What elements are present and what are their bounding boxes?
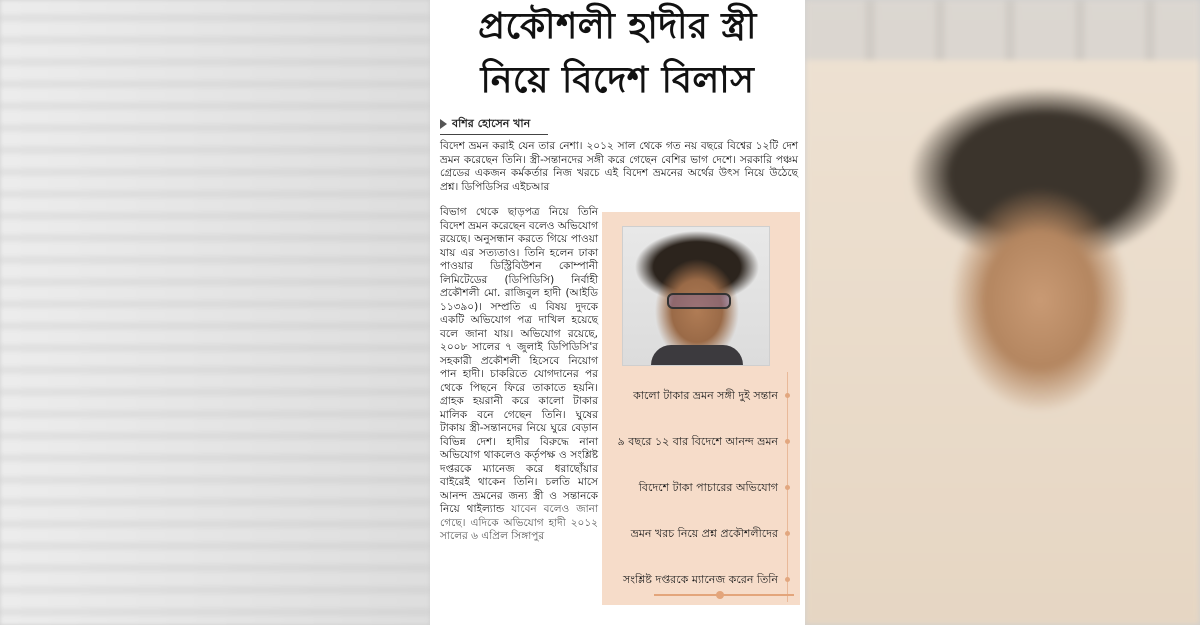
- highlight-point-text: সংশ্লিষ্ট দপ্তরকে ম্যানেজ করেন তিনি: [622, 572, 778, 586]
- highlight-point-text: ভ্রমন খরচ নিয়ে প্রশ্ন প্রকৌশলীদের: [630, 526, 778, 540]
- timeline-dot-icon: [785, 485, 790, 490]
- highlight-point-text: কালো টাকার ভ্রমন সঙ্গী দুই সন্তান: [633, 388, 778, 402]
- highlight-point: [602, 418, 800, 464]
- article-column: [440, 206, 598, 544]
- author-photo: [622, 226, 770, 366]
- byline-arrow-icon: [440, 119, 447, 129]
- article-body: বিভাগ থেকে ছাড়পত্র নিয়ে তিনি বিদেশ ভ্রমন করেছেন বলেও অভিযোগ রয়েছে। অনুসন্ধান করতে গিয়ে পাওয়া যায় এর সত্যতাও। তিনি হলেন ঢাকা পাওয়ার ডিস্ট্রিবিউশন কোম্পানী লিমিটেডের (ডিপিডিসি) নির্বাহী প্রকৌশলী মো. রাজিবুল হাদী (আইডি ১১৩৯০)। সম্প্রতি এ বিষয় দুদকে একটি অভিযোগ পত্র দাখিল হয়েছে বলে জানা যায়। অভিযোগ রয়েছে, ২০০৮ সালের ৭ জুলাই ডিপিডিসি'র সহকারী প্রকৌশলী হিসেবে নিয়োগ পান হাদী। চাকরিতে যোগদানের পর থেকে পিছনে ফিরে তাকাতে হয়নি। গ্রাহক হয়রানী করে কালো টাকার মালিক বনে গেছেন তিনি। ঘুষের টাকায় স্ত্রী-সন্তানদের নিয়ে ঘুরে বেড়ান বিভিন্ন দেশ। হাদীর বিরুদ্ধে নানা অভিযোগ থাকলেও কর্তৃপক্ষ ও সংশ্লিষ্ট দপ্তরকে ম্যানেজ করে ধরাছোঁয়ার বাইরেই থাকেন তিনি। চলতি মাসে আনন্দ ভ্রমনের জন্য স্ত্রী ও সন্তানকে নিয়ে থাইল্যান্ড: [440, 206, 598, 515]
- headline: [430, 0, 805, 112]
- glasses-shape: [667, 293, 731, 309]
- sidebar-bottom-rule: [654, 594, 794, 596]
- highlight-point: [602, 510, 800, 556]
- timeline-dot-icon: [785, 439, 790, 444]
- byline-author: বশির হোসেন খান: [452, 116, 531, 130]
- byline: [440, 114, 548, 135]
- highlight-point-text: বিদেশে টাকা পাচারের অভিযোগ: [638, 480, 778, 494]
- highlight-sidebar: [602, 212, 800, 605]
- rule-knob-icon: [716, 591, 724, 599]
- highlight-point: [602, 464, 800, 510]
- timeline-dot-icon: [785, 393, 790, 398]
- highlight-point-text: ৯ বছরে ১২ বার বিদেশে আনন্দ ভ্রমন: [617, 434, 778, 448]
- blurred-background-right: [805, 0, 1200, 625]
- headline-line-1: প্রকৌশলী হাদীর স্ত্রী: [478, 6, 757, 47]
- highlight-points: [602, 372, 800, 602]
- blurred-background-left: [0, 0, 430, 625]
- intro-paragraph: বিদেশ ভ্রমন করাই যেন তার নেশা। ২০১২ সাল থেকে গত নয় বছরে বিশ্বের ১২টি দেশ ভ্রমন করেছেন তিনি। স্ত্রী-সন্তানদের সঙ্গী করে গেছেন বেশির ভাগ দেশে। সরকারি পঞ্চম গ্রেডের একজন কর্মকর্তার নিজ খরচে এই বিদেশ ভ্রমনের অর্থের উৎস নিয়ে উঠেছে প্রশ্ন। ডিপিডিসির এইচআর: [440, 140, 798, 193]
- newspaper-clipping: [430, 0, 805, 625]
- shirt-shape: [651, 345, 743, 365]
- timeline-dot-icon: [785, 531, 790, 536]
- timeline-dot-icon: [785, 577, 790, 582]
- highlight-point: [602, 372, 800, 418]
- headline-line-2: নিয়ে বিদেশ বিলাস: [480, 60, 755, 101]
- article-continuation: যাবেন বলেও জানা গেছে। এদিকে অভিযোগ হাদী ২০১২ সালের ৬ এপ্রিল সিঙ্গাপুর: [440, 503, 598, 542]
